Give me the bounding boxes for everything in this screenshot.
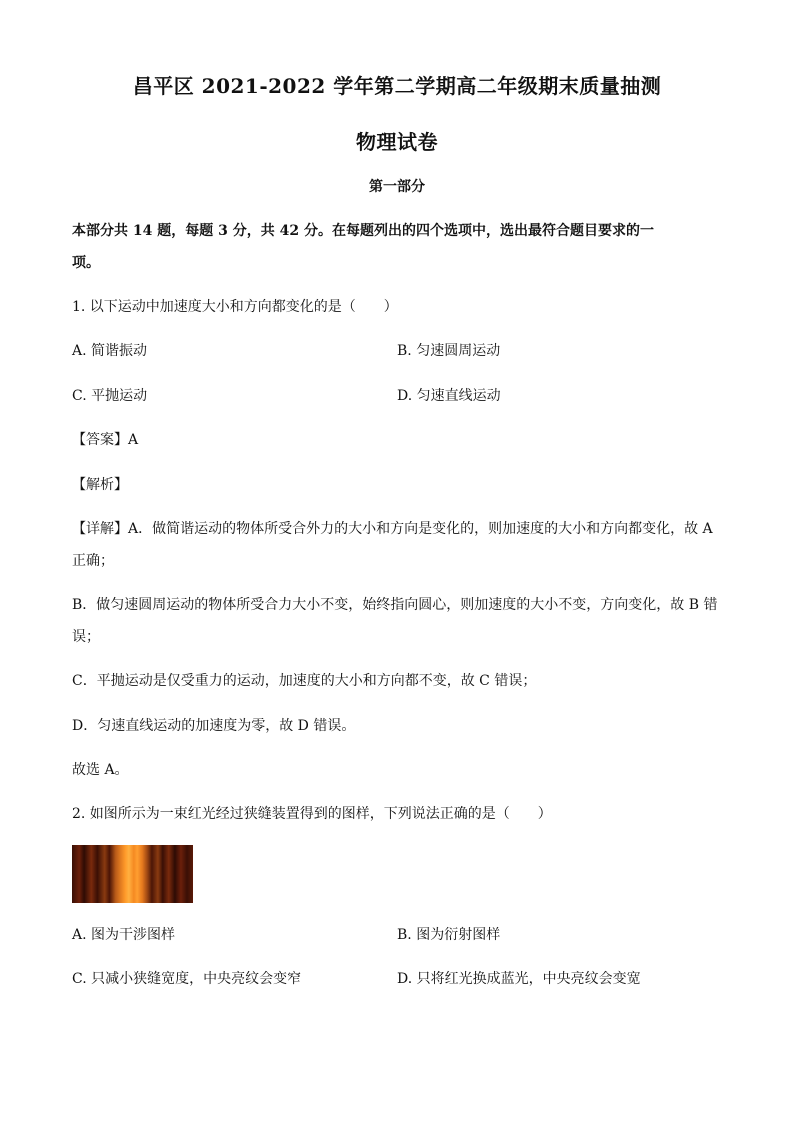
question-1-option-d: D. 匀速直线运动 xyxy=(397,388,501,404)
question-2-option-c: C. 只减小狭缝宽度，中央亮纹会变窄 xyxy=(72,971,302,987)
diffraction-pattern-image xyxy=(72,845,193,903)
exam-title: 昌平区 2021-2022 学年第二学期高二年级期末质量抽测 xyxy=(132,74,662,98)
question-2-option-b: B. 图为衍射图样 xyxy=(397,927,501,943)
question-1-detail-line-1: 【详解】A．做简谐运动的物体所受合外力的大小和方向是变化的，则加速度的大小和方向都变化，故 A xyxy=(72,521,713,537)
question-1-conclusion: 故选 A。 xyxy=(72,762,129,778)
question-2-option-a: A. 图为干涉图样 xyxy=(72,927,176,943)
question-1-option-b: B. 匀速圆周运动 xyxy=(397,343,501,359)
instructions-line-2: 项。 xyxy=(72,255,100,271)
exam-subtitle: 物理试卷 xyxy=(356,130,438,154)
question-1-b-line-1: B．做匀速圆周运动的物体所受合力大小不变，始终指向圆心，则加速度的大小不变，方向变化，故 B 错 xyxy=(72,597,718,613)
instructions-line-1: 本部分共 14 题，每题 3 分，共 42 分。在每题列出的四个选项中，选出最符合题目要求的一 xyxy=(72,223,654,239)
question-2-stem: 2. 如图所示为一束红光经过狭缝装置得到的图样，下列说法正确的是（ ） xyxy=(72,806,552,822)
question-1-analysis-label: 【解析】 xyxy=(72,477,128,493)
question-1-answer: 【答案】A xyxy=(72,432,139,448)
question-2-option-d: D. 只将红光换成蓝光，中央亮纹会变宽 xyxy=(397,971,641,987)
section-title: 第一部分 xyxy=(369,179,425,195)
question-1-d-line: D．匀速直线运动的加速度为零，故 D 错误。 xyxy=(72,718,356,734)
question-1-option-a: A. 简谐振动 xyxy=(72,343,148,359)
question-1-stem: 1. 以下运动中加速度大小和方向都变化的是（ ） xyxy=(72,299,398,315)
question-1-b-line-2: 误； xyxy=(72,629,100,645)
question-1-option-c: C. 平抛运动 xyxy=(72,388,148,404)
question-1-detail-line-2: 正确； xyxy=(72,553,114,569)
question-1-c-line: C．平抛运动是仅受重力的运动，加速度的大小和方向都不变，故 C 错误； xyxy=(72,673,537,689)
